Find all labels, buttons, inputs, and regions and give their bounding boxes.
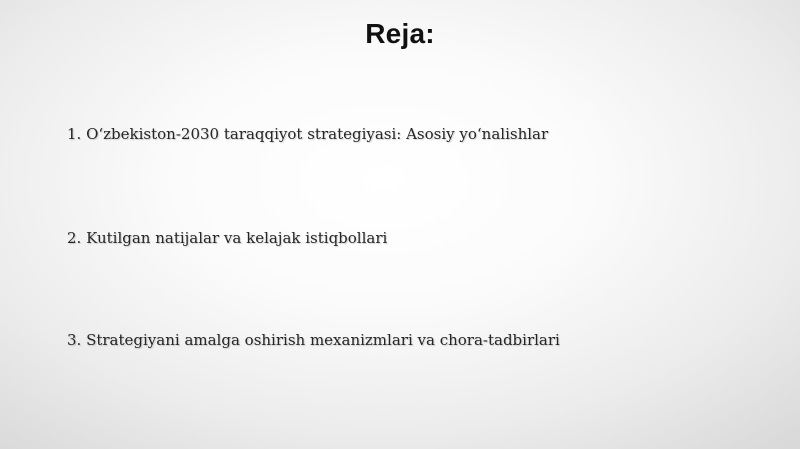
plan-item-3: 3. Strategiyani amalga oshirish mexanizmlari va chora-tadbirlari [67,331,560,349]
plan-item-1: 1. O‘zbekiston-2030 taraqqiyot strategiyasi: Asosiy yo‘nalishlar [67,125,549,143]
slide-title: Reja: [365,18,435,49]
plan-item-2: 2. Kutilgan natijalar va kelajak istiqbollari [67,229,388,247]
